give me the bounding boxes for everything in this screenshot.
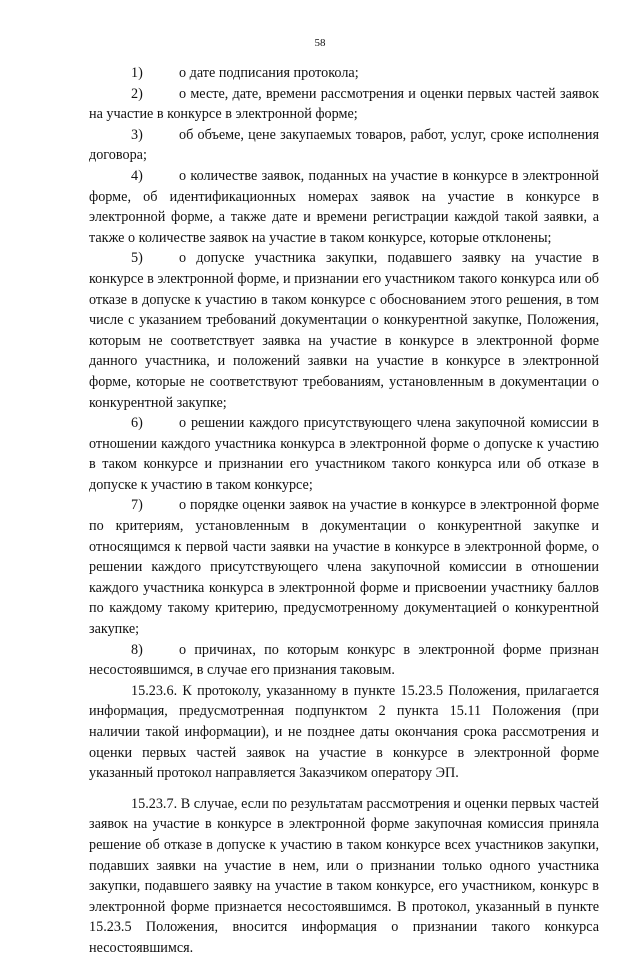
list-item-number: 6)	[131, 415, 143, 432]
list-item-6	[89, 413, 599, 495]
list-item-8	[89, 640, 599, 681]
list-item-text: о допуске участника закупки, подавшего заявку на участие в конкурсе в электронной форме, и признании его участником такого конкурса или об отказе в допуске к участию в таком конкурсе с обоснованием этого решения, в том числе с указанием требований документации о конкурентной закупке, Положения, которым не соответствует заявка на участие в конкурсе в электронной форме данного участника, и положений заявки на участие в конкурсе в электронной форме, которые не соответствуют требованиям, установленным в документации о конкурентной закупке;	[89, 250, 599, 411]
list-item-number: 1)	[131, 65, 143, 81]
list-item-number: 3)	[131, 126, 143, 143]
page-number: 58	[314, 37, 326, 49]
list-item-text: об объеме, цене закупаемых товаров, работ, услуг, сроке исполнения договора;	[89, 126, 599, 164]
list-item-number: 2)	[131, 85, 143, 102]
paragraph-15-23-7: 15.23.7. В случае, если по результатам рассмотрения и оценки первых частей заявок на участие в конкурсе в электронной форме закупочная комиссия приняла решение об отказе в допуске к участию в таком конкурсе всех участников закупки, подавших заявки на участие в нем, или о признании только одного участника закупки, подавшего заявку на участие в таком конкурсе, его участником, конкурс в электронной форме признается несостоявшимся. В протокол, указанный в пункте 15.23.5 Положения, вносится информация о признании такого конкурса несостоявшимся.	[89, 795, 599, 956]
list-item-7	[89, 495, 599, 639]
list-item-4	[89, 166, 599, 248]
list-item-number: 4)	[131, 167, 143, 184]
list-item-text: о месте, дате, времени рассмотрения и оценки первых частей заявок на участие в конкурсе в электронной форме;	[89, 85, 599, 123]
list-item-number: 5)	[131, 250, 143, 267]
list-item-number: 7)	[131, 497, 143, 514]
list-item-text: о причинах, по которым конкурс в электронной форме признан несостоявшимся, в случае его признания таковым.	[89, 641, 599, 679]
list-item-2	[89, 84, 599, 125]
document-body	[89, 63, 599, 959]
paragraph-15-23-6: 15.23.6. К протоколу, указанному в пункте 15.23.5 Положения, прилагается информация, предусмотренная подпунктом 2 пункта 15.11 Положения (при наличии такой информации), и не позднее даты окончания срока рассмотрения и оценки первых частей заявок на участие в конкурсе в электронной форме указанный протокол направляется Заказчиком оператору ЭП.	[89, 682, 599, 782]
list-item-text: о решении каждого присутствующего члена закупочной комиссии в отношении каждого участника конкурса в электронной форме о допуске к участию в таком конкурсе и признании его участником такого конкурса или об отказе в допуске к участию в таком конкурсе;	[89, 415, 599, 493]
list-item-3	[89, 125, 599, 166]
list-item-number: 8)	[131, 641, 143, 658]
list-item-5	[89, 248, 599, 413]
list-item-1	[89, 63, 599, 84]
list-item-text: о дате подписания протокола;	[179, 65, 359, 81]
list-item-text: о количестве заявок, поданных на участие в конкурсе в электронной форме, об идентификационных номерах заявок на участие в конкурсе в электронной форме, а также дате и времени регистрации каждой такой заявки, а также о количестве заявок на участие в таком конкурсе, которые отклонены;	[89, 167, 599, 246]
paragraph-gap	[89, 784, 599, 794]
list-item-text: о порядке оценки заявок на участие в конкурсе в электронной форме по критериям, установленным в документации о конкурентной закупке и относящимся к первой части заявки на участие в конкурсе в электронной форме, о решении каждого присутствующего члена закупочной комиссии в отношении каждого участника конкурса в электронной форме и присвоении участнику баллов по каждому такому критерию, предусмотренному документацией о конкурентной закупке;	[89, 497, 599, 638]
